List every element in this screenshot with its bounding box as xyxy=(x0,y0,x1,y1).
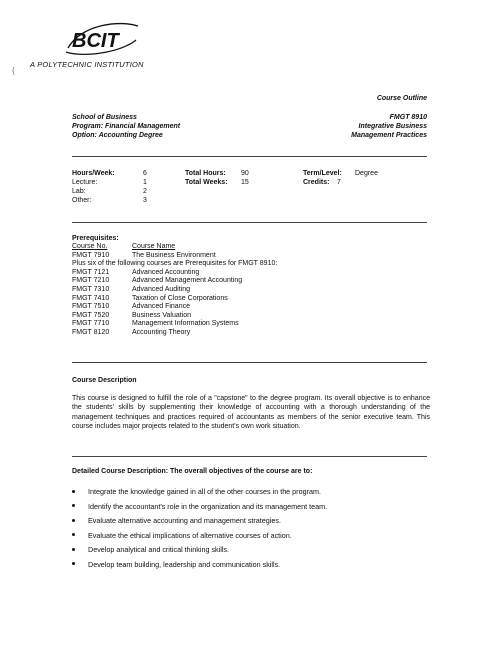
prereq-name: Advanced Auditing xyxy=(132,285,190,293)
course-description-heading: Course Description xyxy=(72,377,137,384)
hours-block xyxy=(72,169,432,209)
prereq-code: FMGT 7121 xyxy=(72,268,110,276)
prereq-name: Accounting Theory xyxy=(132,328,191,336)
objective-text: Develop analytical and critical thinking skills. xyxy=(88,545,230,554)
total-hours-value: 90 xyxy=(241,170,249,177)
prereq-code: FMGT 8120 xyxy=(72,328,110,336)
bullet-icon xyxy=(72,504,75,507)
term-level-value: Degree xyxy=(355,170,378,177)
prerequisites-section xyxy=(72,234,432,338)
objective-text: Evaluate alternative accounting and management strategies. xyxy=(88,516,281,525)
list-item xyxy=(72,531,432,546)
list-item xyxy=(72,545,432,560)
bullet-icon xyxy=(72,562,75,565)
prereq-row xyxy=(72,252,432,261)
lab-value: 2 xyxy=(143,188,147,195)
prereq-name: Advanced Management Accounting xyxy=(132,277,243,285)
objective-text: Develop team building, leadership and communication skills. xyxy=(88,559,281,569)
divider xyxy=(72,156,427,157)
list-item xyxy=(72,516,432,531)
prereq-code: FMGT 7520 xyxy=(72,311,110,319)
svg-text:BCIT: BCIT xyxy=(72,30,119,52)
list-item xyxy=(72,502,432,517)
prereq-row xyxy=(72,269,432,278)
column-header-course-no: Course No. xyxy=(72,243,108,250)
option-name: Option: Accounting Degree xyxy=(72,132,163,139)
prereq-name: Business Valuation xyxy=(132,311,192,319)
school-name: School of Business xyxy=(72,114,137,121)
objective-text: Integrate the knowledge gained in all of the other courses in the program. xyxy=(88,487,321,496)
bullet-icon xyxy=(72,533,75,536)
course-title-line1: Integrative Business xyxy=(358,123,427,130)
prereq-code: FMGT 7910 xyxy=(72,251,110,259)
tagline: A POLYTECHNIC INSTITUTION xyxy=(30,60,144,69)
list-item xyxy=(72,487,432,502)
bcit-logo xyxy=(62,18,142,60)
column-header-course-name: Course Name xyxy=(132,243,176,250)
other-label: Other: xyxy=(72,197,92,204)
objectives-list xyxy=(72,487,432,574)
document-type: Course Outline xyxy=(376,95,427,102)
detailed-description-heading: Detailed Course Description: The overall objectives of the course are to: xyxy=(72,468,313,475)
prereq-code: FMGT 7310 xyxy=(72,285,110,293)
credits-label: Credits: xyxy=(303,179,330,186)
prereq-code: FMGT 7510 xyxy=(72,303,110,311)
term-level-label: Term/Level: xyxy=(303,170,342,177)
lab-label: Lab: xyxy=(72,188,86,195)
bullet-icon xyxy=(72,548,75,551)
lecture-label: Lecture: xyxy=(72,179,98,186)
prereq-row xyxy=(72,295,432,304)
prereq-note-text: Plus six of the following courses are Prerequisites for FMGT 8910: xyxy=(72,260,278,268)
objective-text: Evaluate the ethical implications of alternative courses of action. xyxy=(88,530,292,540)
margin-mark: { xyxy=(12,66,15,75)
prereq-name: Management Information Systems xyxy=(132,320,239,328)
prereq-name: The Business Environment xyxy=(132,251,216,259)
objective-text: Identify the accountant's role in the organization and its management team. xyxy=(88,501,328,511)
prereq-code: FMGT 7710 xyxy=(72,320,110,328)
prereq-column-headers xyxy=(72,243,432,252)
prereq-row xyxy=(72,277,432,286)
course-title-line2: Management Practices xyxy=(351,132,427,139)
prerequisites-heading: Prerequisites: xyxy=(72,235,119,242)
divider xyxy=(72,456,427,457)
lecture-value: 1 xyxy=(143,179,147,186)
bullet-icon xyxy=(72,519,75,522)
course-code: FMGT 8910 xyxy=(389,114,427,121)
hours-week-label: Hours/Week: xyxy=(72,170,115,177)
other-value: 3 xyxy=(143,197,147,204)
program-name: Program: Financial Management xyxy=(72,123,181,130)
list-item xyxy=(72,560,432,575)
total-weeks-label: Total Weeks: xyxy=(185,179,228,186)
prereq-note xyxy=(72,260,432,269)
prereq-row xyxy=(72,320,432,329)
total-weeks-value: 15 xyxy=(241,179,249,186)
course-description-body: This course is designed to fulfill the role of a "capstone" to the degree program. Its overall objective is to enhance the students' skills by supplementing their knowledge of accounting with a thorough understanding of the management techniques and practices required of accountants as members of the senior executive team. This course includes major projects related to the student's own work situation. xyxy=(72,395,430,431)
prereq-row xyxy=(72,286,432,295)
divider xyxy=(72,362,427,363)
prereq-name: Advanced Accounting xyxy=(132,268,200,276)
hours-week-value: 6 xyxy=(143,170,147,177)
bullet-icon xyxy=(72,490,75,493)
total-hours-label: Total Hours: xyxy=(185,170,226,177)
divider xyxy=(72,222,427,223)
prereq-name: Advanced Finance xyxy=(132,303,190,311)
prereq-row xyxy=(72,312,432,321)
prereq-code: FMGT 7410 xyxy=(72,294,110,302)
prereq-name: Taxation of Close Corporations xyxy=(132,294,228,302)
credits-value: 7 xyxy=(337,179,341,186)
prereq-row xyxy=(72,329,432,338)
prereq-row xyxy=(72,303,432,312)
prereq-code: FMGT 7210 xyxy=(72,277,110,285)
